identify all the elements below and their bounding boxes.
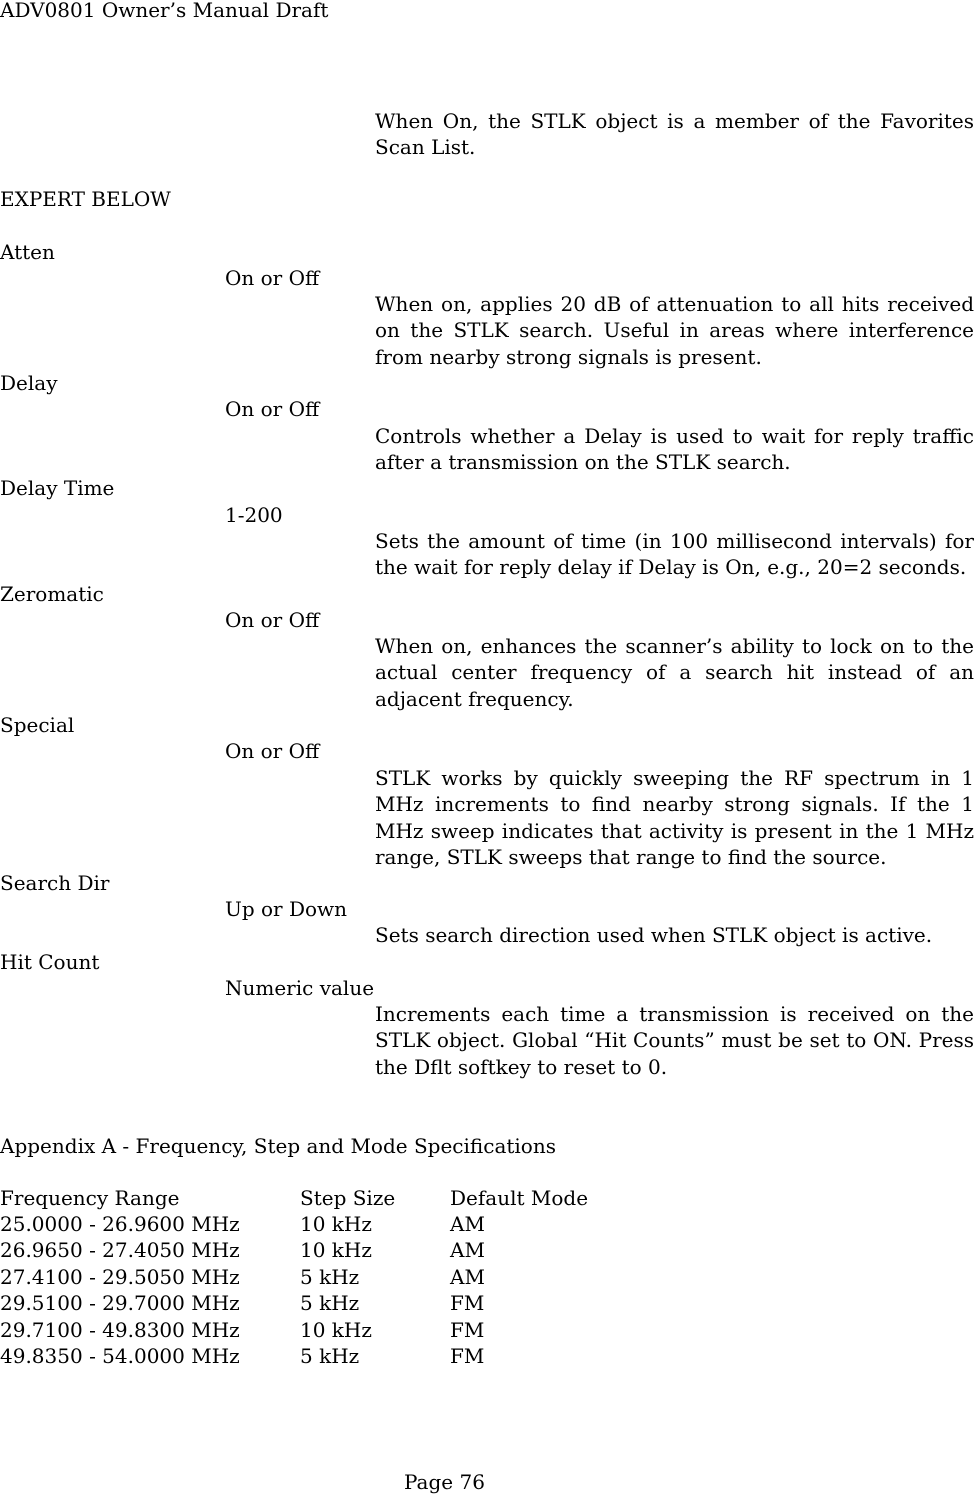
- cell-step: 5 kHz: [300, 1291, 360, 1315]
- cell-frequency: 26.9650 - 27.4050 MHz: [0, 1238, 240, 1262]
- favorites-description: When On, the STLK object is a member of the Favorites Scan List.: [375, 109, 974, 160]
- document-header: ADV0801 Owner’s Manual Draft: [0, 0, 329, 22]
- cell-mode: AM: [450, 1265, 485, 1289]
- cell-frequency: 49.8350 - 54.0000 MHz: [0, 1344, 240, 1368]
- table-row: [0, 1290, 974, 1316]
- setting-value-search-dir: Up or Down: [225, 897, 348, 921]
- table-row: [0, 1211, 974, 1237]
- setting-name-atten: Atten: [0, 240, 55, 264]
- setting-value-special: On or Off: [225, 739, 320, 763]
- setting-name-hit-count: Hit Count: [0, 950, 100, 974]
- table-row: [0, 1264, 974, 1290]
- table-row: [0, 1317, 974, 1343]
- cell-step: 10 kHz: [300, 1212, 372, 1236]
- cell-mode: AM: [450, 1212, 485, 1236]
- cell-mode: AM: [450, 1238, 485, 1262]
- cell-frequency: 27.4100 - 29.5050 MHz: [0, 1265, 240, 1289]
- setting-value-delay-time: 1-200: [225, 503, 283, 527]
- setting-desc-zeromatic: When on, enhances the scanner’s ability to lock on to the actual center frequency of a search hit instead of an adjacent frequency.: [375, 634, 974, 711]
- cell-mode: FM: [450, 1344, 485, 1368]
- table-row: [0, 1343, 974, 1369]
- cell-mode: FM: [450, 1318, 485, 1342]
- table-row: [0, 1237, 974, 1263]
- setting-name-search-dir: Search Dir: [0, 871, 110, 895]
- header-step-size: Step Size: [300, 1186, 396, 1210]
- setting-desc-search-dir: Sets search direction used when STLK object is active.: [375, 923, 933, 947]
- cell-frequency: 25.0000 - 26.9600 MHz: [0, 1212, 240, 1236]
- page-number: Page 76: [404, 1470, 485, 1494]
- setting-desc-delay: Controls whether a Delay is used to wait for reply traffic after a transmission on the STLK search.: [375, 424, 974, 475]
- cell-step: 5 kHz: [300, 1344, 360, 1368]
- header-default-mode: Default Mode: [450, 1186, 589, 1210]
- setting-value-hit-count: Numeric value: [225, 976, 375, 1000]
- cell-frequency: 29.5100 - 29.7000 MHz: [0, 1291, 240, 1315]
- setting-value-delay: On or Off: [225, 397, 320, 421]
- setting-name-delay-time: Delay Time: [0, 476, 115, 500]
- setting-name-delay: Delay: [0, 371, 58, 395]
- setting-name-zeromatic: Zeromatic: [0, 582, 104, 606]
- setting-name-special: Special: [0, 713, 75, 737]
- cell-frequency: 29.7100 - 49.8300 MHz: [0, 1318, 240, 1342]
- setting-desc-delay-time: Sets the amount of time (in 100 millisecond intervals) for the wait for reply delay if Delay is On, e.g., 20=2 seconds.: [375, 529, 974, 580]
- appendix-title: Appendix A - Frequency, Step and Mode Specifications: [0, 1134, 556, 1158]
- setting-value-zeromatic: On or Off: [225, 608, 320, 632]
- cell-step: 5 kHz: [300, 1265, 360, 1289]
- setting-desc-special: STLK works by quickly sweeping the RF spectrum in 1 MHz increments to find nearby strong signals. If the 1 MHz sweep indicates that activity is present in the 1 MHz range, STLK sweeps that range to find the source.: [375, 766, 974, 869]
- cell-mode: FM: [450, 1291, 485, 1315]
- setting-desc-atten: When on, applies 20 dB of attenuation to all hits received on the STLK search. Useful in areas where interference from nearby strong signals is present.: [375, 292, 974, 369]
- cell-step: 10 kHz: [300, 1318, 372, 1342]
- header-frequency-range: Frequency Range: [0, 1186, 180, 1210]
- spec-table-header: [0, 1185, 974, 1211]
- expert-heading: EXPERT BELOW: [0, 187, 171, 211]
- setting-desc-hit-count: Increments each time a transmission is received on the STLK object. Global “Hit Counts” must be set to ON. Press the Dflt softkey to reset to 0.: [375, 1002, 974, 1079]
- setting-value-atten: On or Off: [225, 266, 320, 290]
- cell-step: 10 kHz: [300, 1238, 372, 1262]
